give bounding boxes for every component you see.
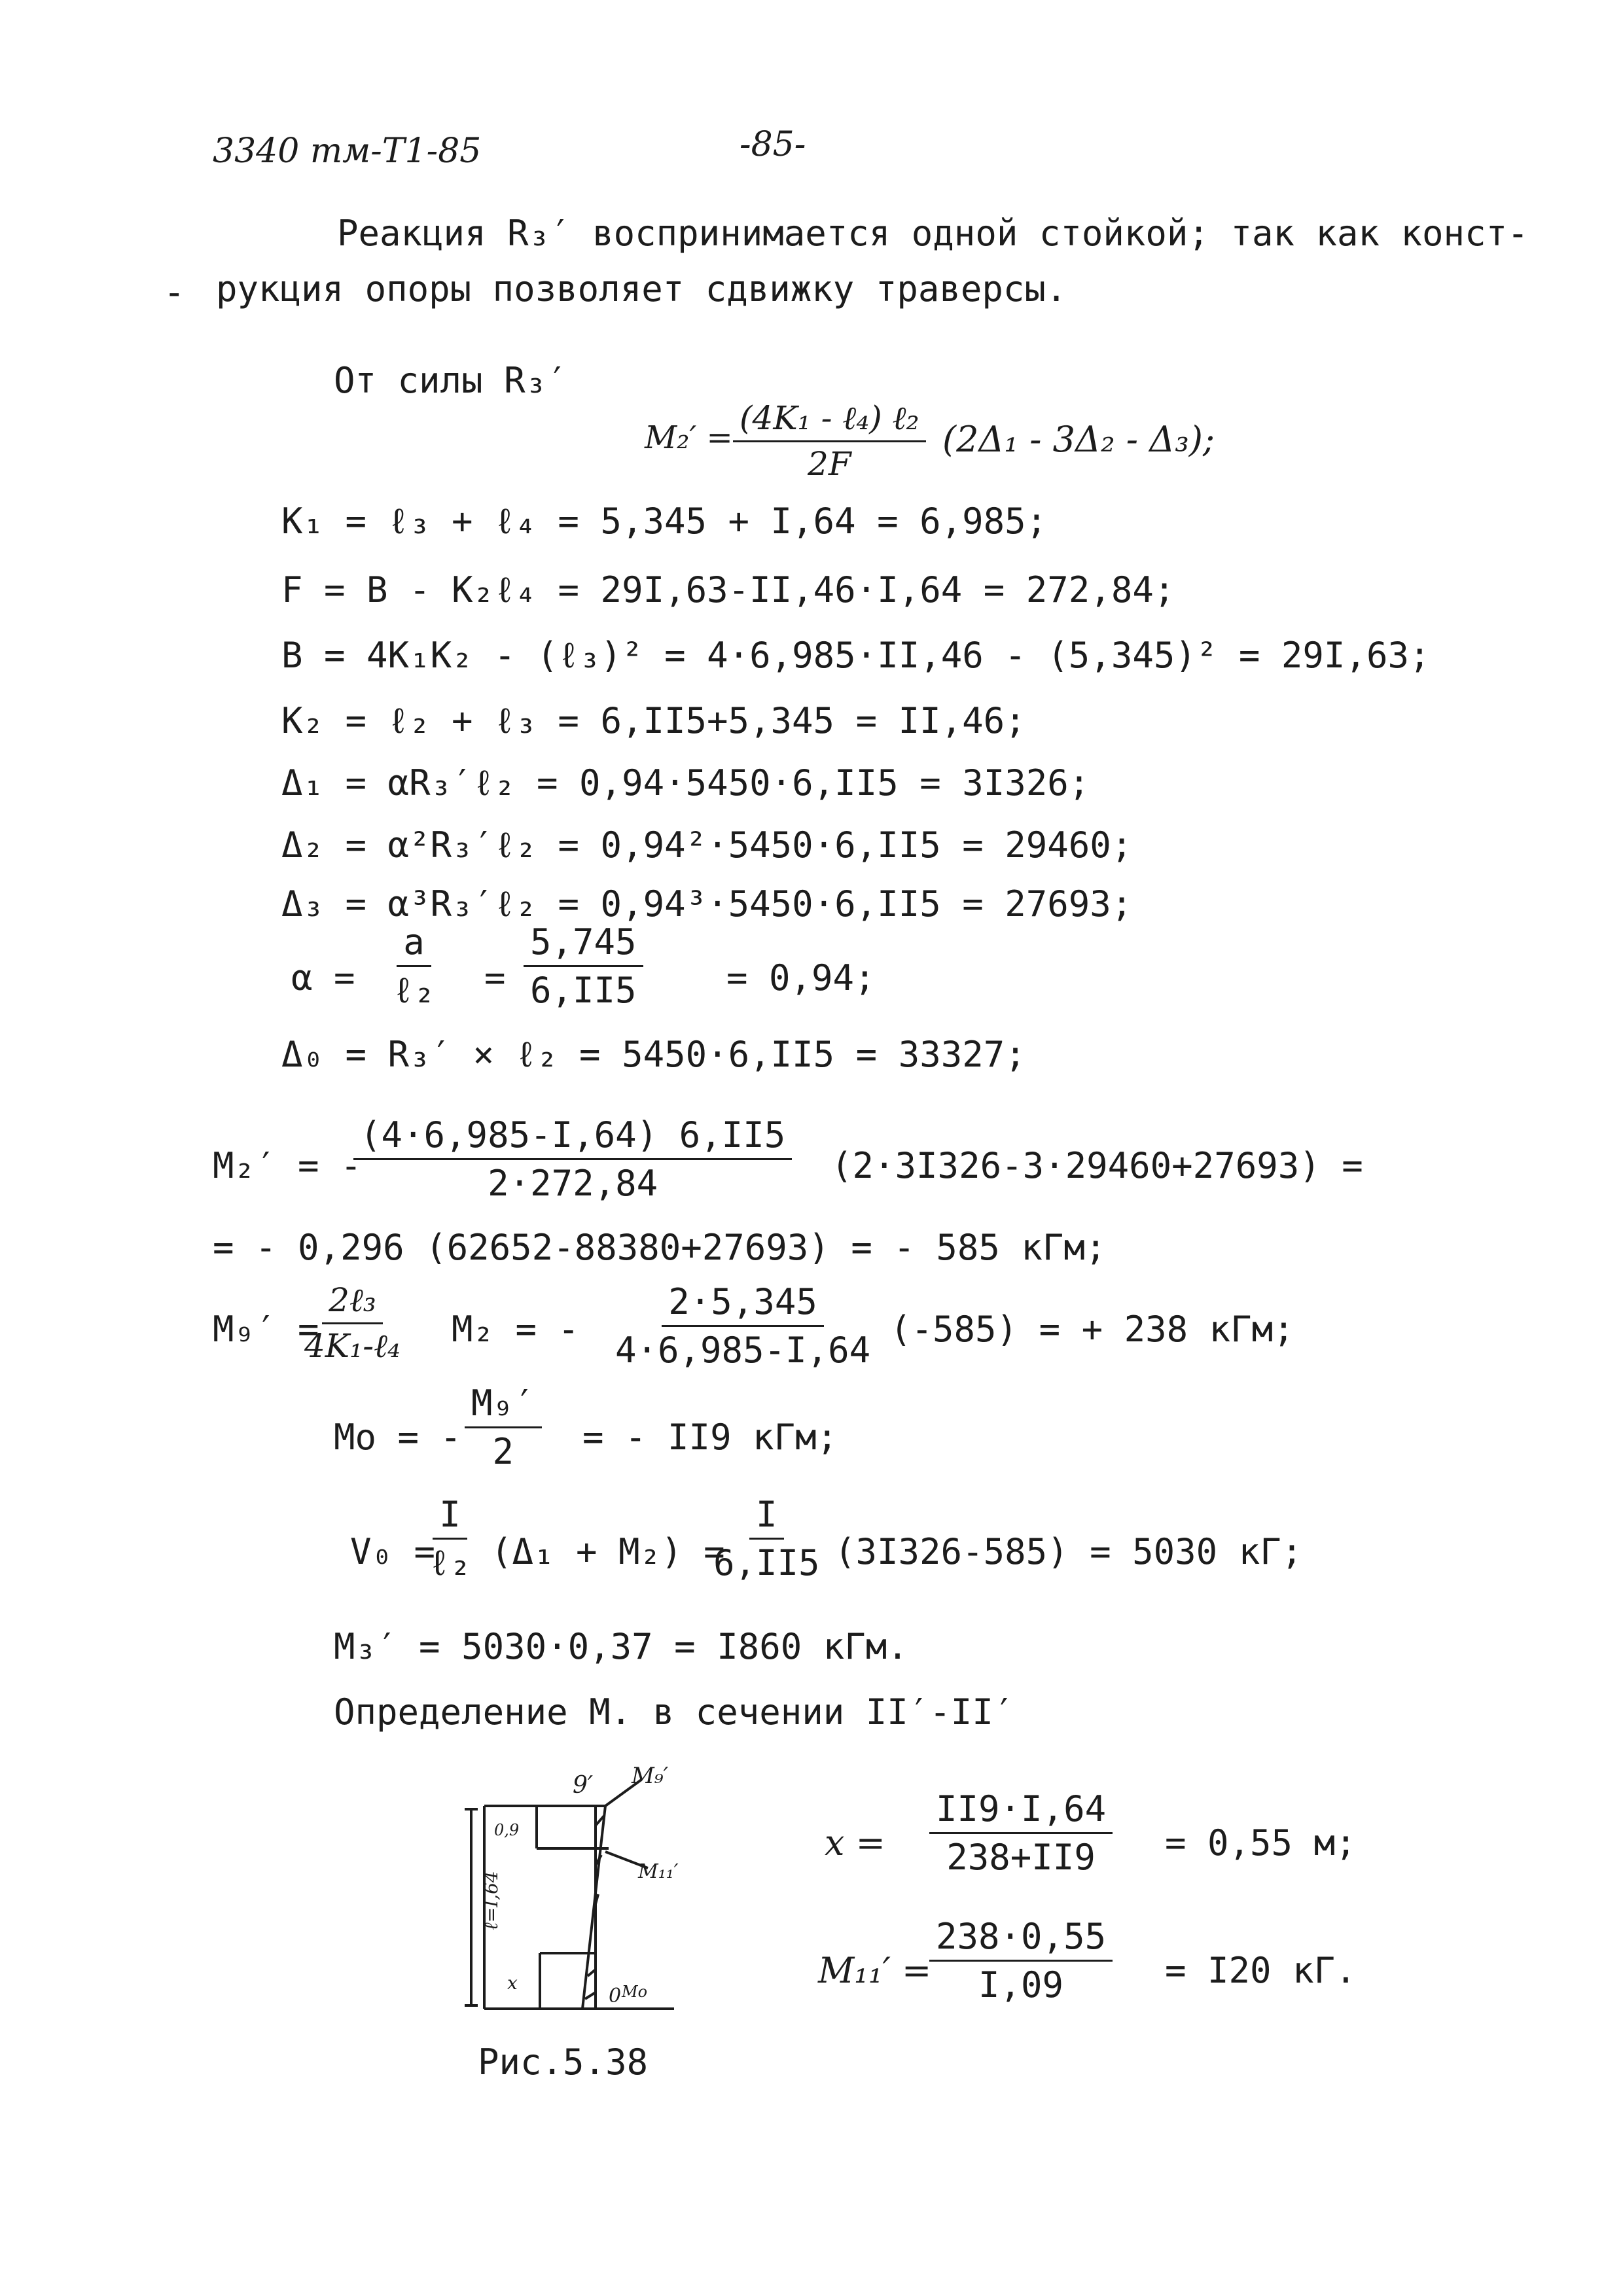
m2-formula-numerator: (4K₁ - ℓ₄) ℓ₂ bbox=[733, 400, 926, 442]
alpha-fraction-1 bbox=[393, 923, 435, 1010]
diagram-hatch-5 bbox=[585, 1992, 596, 1999]
x-calc-tail: = 0,55 м; bbox=[1165, 1822, 1357, 1863]
figure-caption: Рис.5.38 bbox=[478, 2041, 649, 2083]
m2-calc-lhs: M₂′ = - bbox=[213, 1145, 362, 1186]
m2-calc-line-2: = - 0,296 (62652-88380+27693) = - 585 кГм; bbox=[213, 1227, 1107, 1268]
section-title: Определение M. в сечении II′-II′ bbox=[334, 1691, 1015, 1733]
v0-calc-fraction-2 bbox=[713, 1495, 820, 1583]
m9-calc-fraction-2 bbox=[615, 1282, 870, 1370]
v0-calc-frac1-num: I bbox=[433, 1495, 467, 1540]
equation-b: B = 4K₁K₂ - (ℓ₃)² = 4·6,985·II,46 - (5,345)² = 29I,63; bbox=[281, 635, 1431, 676]
doc-code: 3340 тм-Т1-85 bbox=[213, 132, 482, 171]
m11-calc-denominator: I,09 bbox=[978, 1964, 1064, 2006]
page-number: -85- bbox=[740, 125, 806, 164]
v0-calc-frac2-den: 6,II5 bbox=[713, 1542, 820, 1584]
equation-k1: K₁ = ℓ₃ + ℓ₄ = 5,345 + I,64 = 6,985; bbox=[281, 501, 1048, 542]
m0-calc-lhs: Mo = - bbox=[334, 1417, 462, 1458]
fig-label-x: x bbox=[507, 1972, 518, 1994]
v0-calc-frac2-num: I bbox=[749, 1495, 784, 1540]
m2-formula-tail: (2Δ₁ - 3Δ₂ - Δ₃); bbox=[942, 419, 1215, 460]
intro-line-1: Реакция R₃′ воспринимается одной стойкой; так как конст- bbox=[337, 213, 1529, 254]
m2-calc-denominator: 2·272,84 bbox=[488, 1163, 658, 1205]
equation-f: F = B - K₂ℓ₄ = 29I,63-II,46·I,64 = 272,84; bbox=[281, 569, 1175, 610]
m9-calc-mid: M₂ = - bbox=[452, 1309, 580, 1350]
equation-k2: K₂ = ℓ₂ + ℓ₃ = 6,II5+5,345 = II,46; bbox=[281, 700, 1026, 741]
fig-label-0: 0 bbox=[609, 1985, 622, 2007]
v0-calc-fraction-1 bbox=[429, 1495, 471, 1583]
margin-mark: - bbox=[164, 272, 185, 313]
m11-calc-fraction bbox=[929, 1917, 1113, 2005]
m9-calc-frac2-den: 4·6,985-I,64 bbox=[615, 1330, 871, 1371]
m0-calc-numerator: M₉′ bbox=[465, 1384, 542, 1428]
m11-calc-numerator: 238·0,55 bbox=[929, 1917, 1113, 1962]
alpha-fraction-2 bbox=[524, 923, 643, 1010]
m3-line: M₃′ = 5030·0,37 = I860 кГм. bbox=[334, 1626, 908, 1667]
m9-calc-frac2-num: 2·5,345 bbox=[662, 1282, 824, 1327]
v0-calc-frac1-den: ℓ₂ bbox=[429, 1542, 471, 1584]
m2-calc-fraction bbox=[353, 1116, 792, 1203]
m0-calc-fraction bbox=[465, 1384, 542, 1472]
m2-calc-tail: (2·3I326-3·29460+27693) = bbox=[831, 1145, 1363, 1186]
x-calc-lhs: x = bbox=[825, 1822, 885, 1863]
x-calc-fraction bbox=[929, 1790, 1113, 1877]
m9-calc-lhs: M₉′ = bbox=[213, 1309, 319, 1350]
moment-diagram bbox=[419, 1760, 694, 2035]
equation-delta0: Δ₀ = R₃′ × ℓ₂ = 5450·6,II5 = 33327; bbox=[281, 1034, 1026, 1075]
v0-calc-mid: (Δ₁ + M₂) = bbox=[491, 1531, 725, 1572]
fig-label-09: 0,9 bbox=[494, 1821, 520, 1839]
v0-calc-tail: (3I326-585) = 5030 кГ; bbox=[834, 1531, 1303, 1572]
fig-label-top: 9′ bbox=[573, 1772, 594, 1799]
m0-calc-tail: = - II9 кГм; bbox=[582, 1417, 838, 1458]
m2-calc-numerator: (4·6,985-I,64) 6,II5 bbox=[353, 1116, 792, 1160]
alpha-num-2: 5,745 bbox=[524, 923, 643, 967]
x-calc-denominator: 238+II9 bbox=[946, 1837, 1096, 1879]
alpha-lhs: α = bbox=[291, 957, 355, 998]
m0-calc-denominator: 2 bbox=[492, 1431, 514, 1473]
equation-delta3: Δ₃ = α³R₃′ℓ₂ = 0,94³·5450·6,II5 = 27693; bbox=[281, 883, 1133, 925]
fig-label-m11: M₁₁′ bbox=[638, 1860, 679, 1883]
alpha-den-2: 6,II5 bbox=[530, 970, 637, 1012]
m11-calc-lhs: M₁₁′ = bbox=[818, 1950, 932, 1991]
alpha-eq: = bbox=[484, 957, 506, 998]
m2-formula-lhs: M₂′ = bbox=[645, 419, 733, 456]
fig-label-len: ℓ=I,64 bbox=[480, 1871, 502, 1930]
equation-delta1: Δ₁ = αR₃′ℓ₂ = 0,94·5450·6,II5 = 3I326; bbox=[281, 762, 1090, 804]
m9-calc-frac1-num: 2ℓ₃ bbox=[322, 1282, 383, 1324]
m2-formula-fraction bbox=[733, 400, 926, 482]
m9-calc-fraction-1 bbox=[304, 1282, 401, 1364]
intro-line-2: рукция опоры позволяет сдвижку траверсы. bbox=[216, 268, 1067, 309]
v0-calc-lhs: V₀ = bbox=[350, 1531, 436, 1572]
alpha-num-1: a bbox=[397, 923, 431, 967]
m11-calc-tail: = I20 кГ. bbox=[1165, 1950, 1357, 1991]
diagram-moment-slope bbox=[582, 1806, 605, 2009]
x-calc-numerator: II9·I,64 bbox=[929, 1790, 1113, 1834]
equation-delta2: Δ₂ = α²R₃′ℓ₂ = 0,94²·5450·6,II5 = 29460; bbox=[281, 824, 1133, 866]
fig-label-mo: Mo bbox=[622, 1983, 648, 2001]
alpha-result: = 0,94; bbox=[726, 957, 876, 998]
m9-calc-frac1-den: 4K₁-ℓ₄ bbox=[304, 1327, 401, 1365]
fig-label-m9: M₉′ bbox=[632, 1763, 669, 1789]
m2-formula-denominator: 2F bbox=[808, 445, 851, 483]
m9-calc-tail: (-585) = + 238 кГм; bbox=[890, 1309, 1294, 1350]
alpha-den-1: ℓ₂ bbox=[393, 970, 435, 1012]
force-label: От силы R₃′ bbox=[334, 360, 568, 401]
